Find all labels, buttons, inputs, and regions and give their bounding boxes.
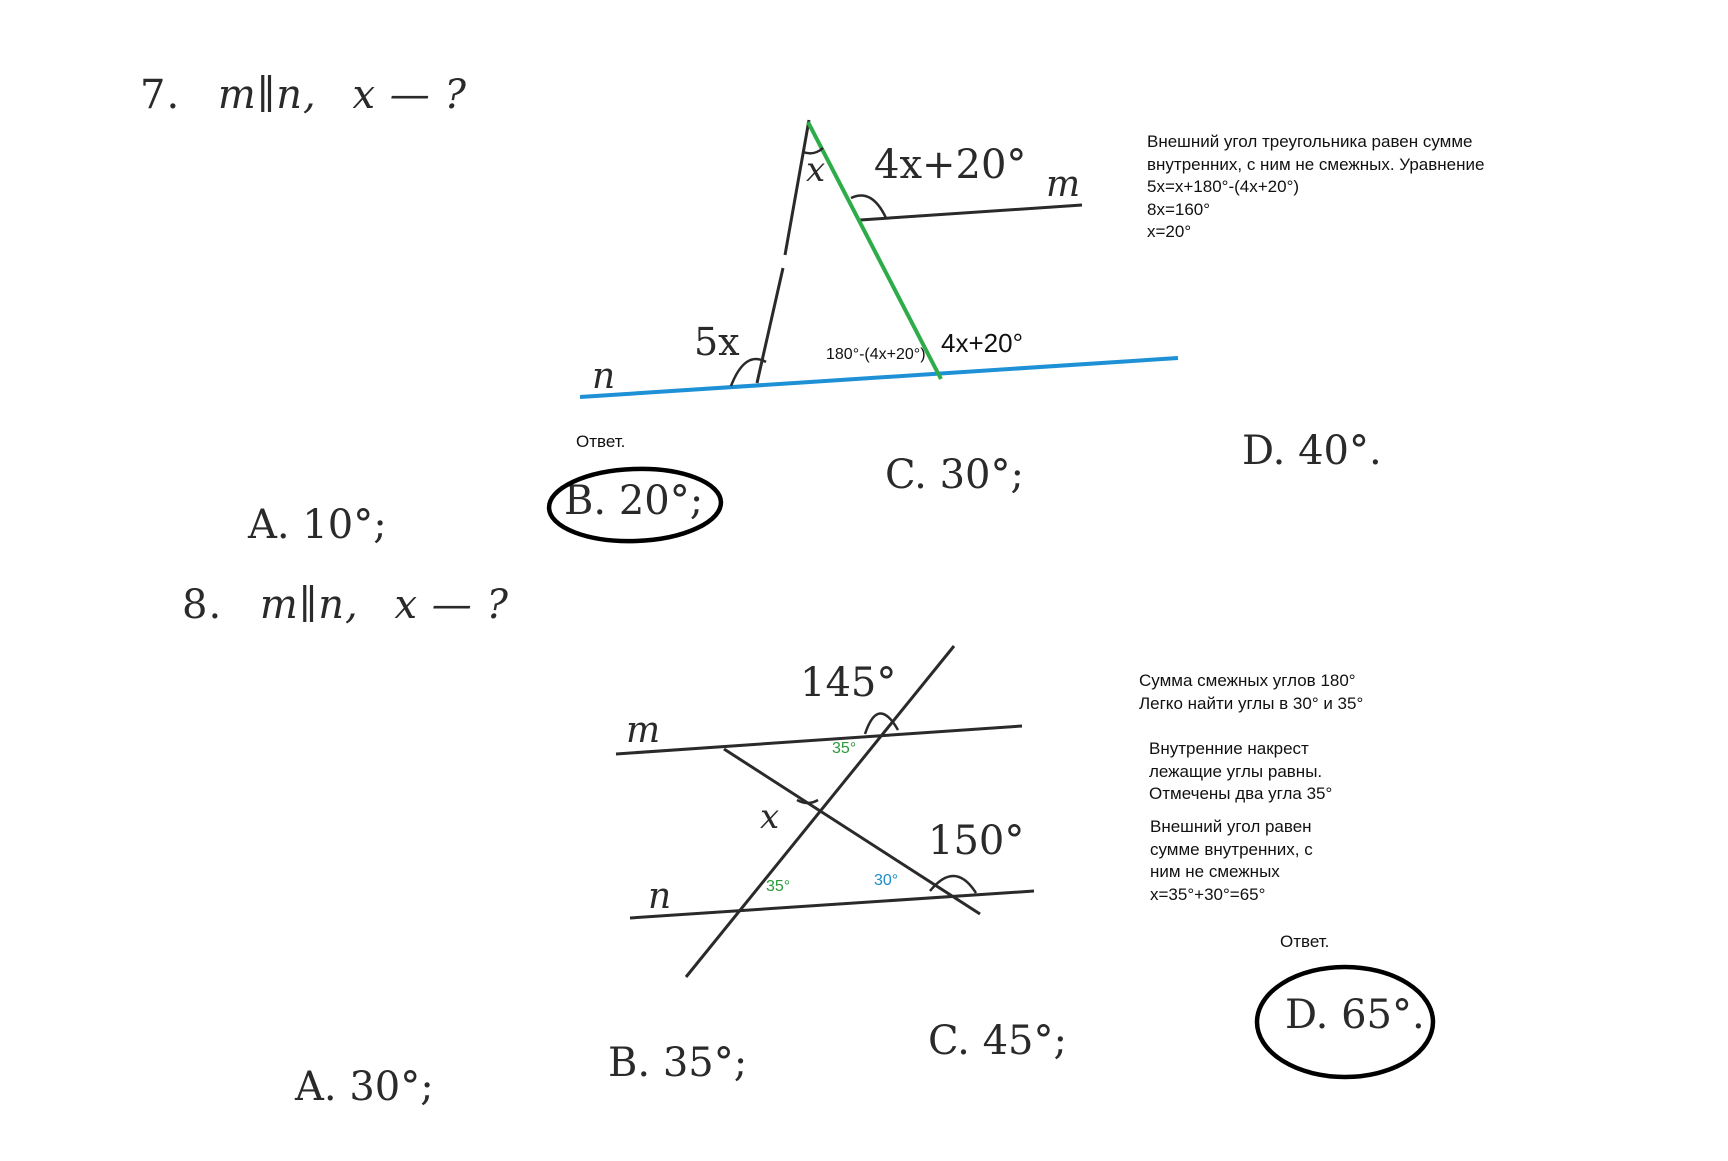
p7-note-line: Внешний угол треугольника равен сумме — [1147, 132, 1473, 151]
p8-note-line: лежащие углы равны. — [1149, 761, 1323, 781]
p8-label-30: 30° — [874, 872, 899, 889]
p7-choice-a: A. 10°; — [248, 502, 387, 548]
problem-7-number: 7. — [140, 72, 181, 118]
p8-note-line: x=35°+30°=65° — [1150, 884, 1266, 904]
p8-label-35-top: 35° — [832, 740, 857, 757]
p8-choice-c: C. 45°; — [928, 1018, 1067, 1064]
problem-8-number: 8. — [182, 582, 223, 628]
p7-choice-b: B. 20°; — [564, 478, 704, 524]
p7-choice-d: D. 40°. — [1242, 428, 1382, 474]
problem-8-question: x — ? — [394, 582, 509, 628]
p7-note-line: 8x=160° — [1147, 199, 1211, 219]
p8-label-145: 145° — [800, 660, 897, 706]
p7-note-line: 5x=x+180°-(4x+20°) — [1147, 177, 1300, 196]
p8-note-line: Отмечены два угла 35° — [1149, 784, 1333, 803]
p7-label-inner-angle: 180°-(4x+20°) — [826, 346, 926, 363]
p7-label-5x: 5x — [694, 320, 740, 364]
p7-label-corresponding-angle: 4x+20° — [941, 328, 1023, 358]
p8-note-line: сумме внутренних, с — [1150, 839, 1313, 859]
p7-note-line: x=20° — [1147, 222, 1192, 241]
p8-note-line: Легко найти углы в 30° и 35° — [1139, 693, 1364, 713]
p7-answer-label: Ответ. — [576, 432, 626, 451]
problem-7-question: x — ? — [352, 72, 467, 118]
p8-choice-b: B. 35°; — [608, 1040, 748, 1086]
p8-label-x: x — [760, 797, 780, 837]
p8-label-m: m — [626, 710, 661, 751]
p8-note-line: Внутренние накрест — [1149, 739, 1309, 758]
p7-label-m: m — [1046, 164, 1081, 205]
problem-8-condition: m∥n, — [259, 582, 359, 628]
p7-choice-c: C. 30°; — [885, 452, 1024, 498]
p8-choice-a: A. 30°; — [295, 1064, 434, 1110]
p8-note-line: Внешний угол равен — [1150, 817, 1312, 836]
p8-label-35-bottom: 35° — [766, 878, 791, 895]
p8-label-n: n — [648, 876, 672, 917]
p7-label-angle-top: 4x+20° — [874, 142, 1027, 188]
problem-7-condition: m∥n, — [217, 72, 317, 118]
p8-label-150: 150° — [928, 818, 1025, 864]
p8-choice-d: D. 65°. — [1285, 992, 1425, 1038]
p7-label-x: x — [806, 150, 826, 190]
p8-answer-label: Ответ. — [1280, 932, 1330, 951]
p7-label-n: n — [592, 356, 616, 397]
p8-note-line: ним не смежных — [1150, 862, 1280, 881]
p7-note-line: внутренних, с ним не смежных. Уравнение — [1147, 154, 1485, 174]
p8-note-line: Сумма смежных углов 180° — [1139, 671, 1356, 690]
